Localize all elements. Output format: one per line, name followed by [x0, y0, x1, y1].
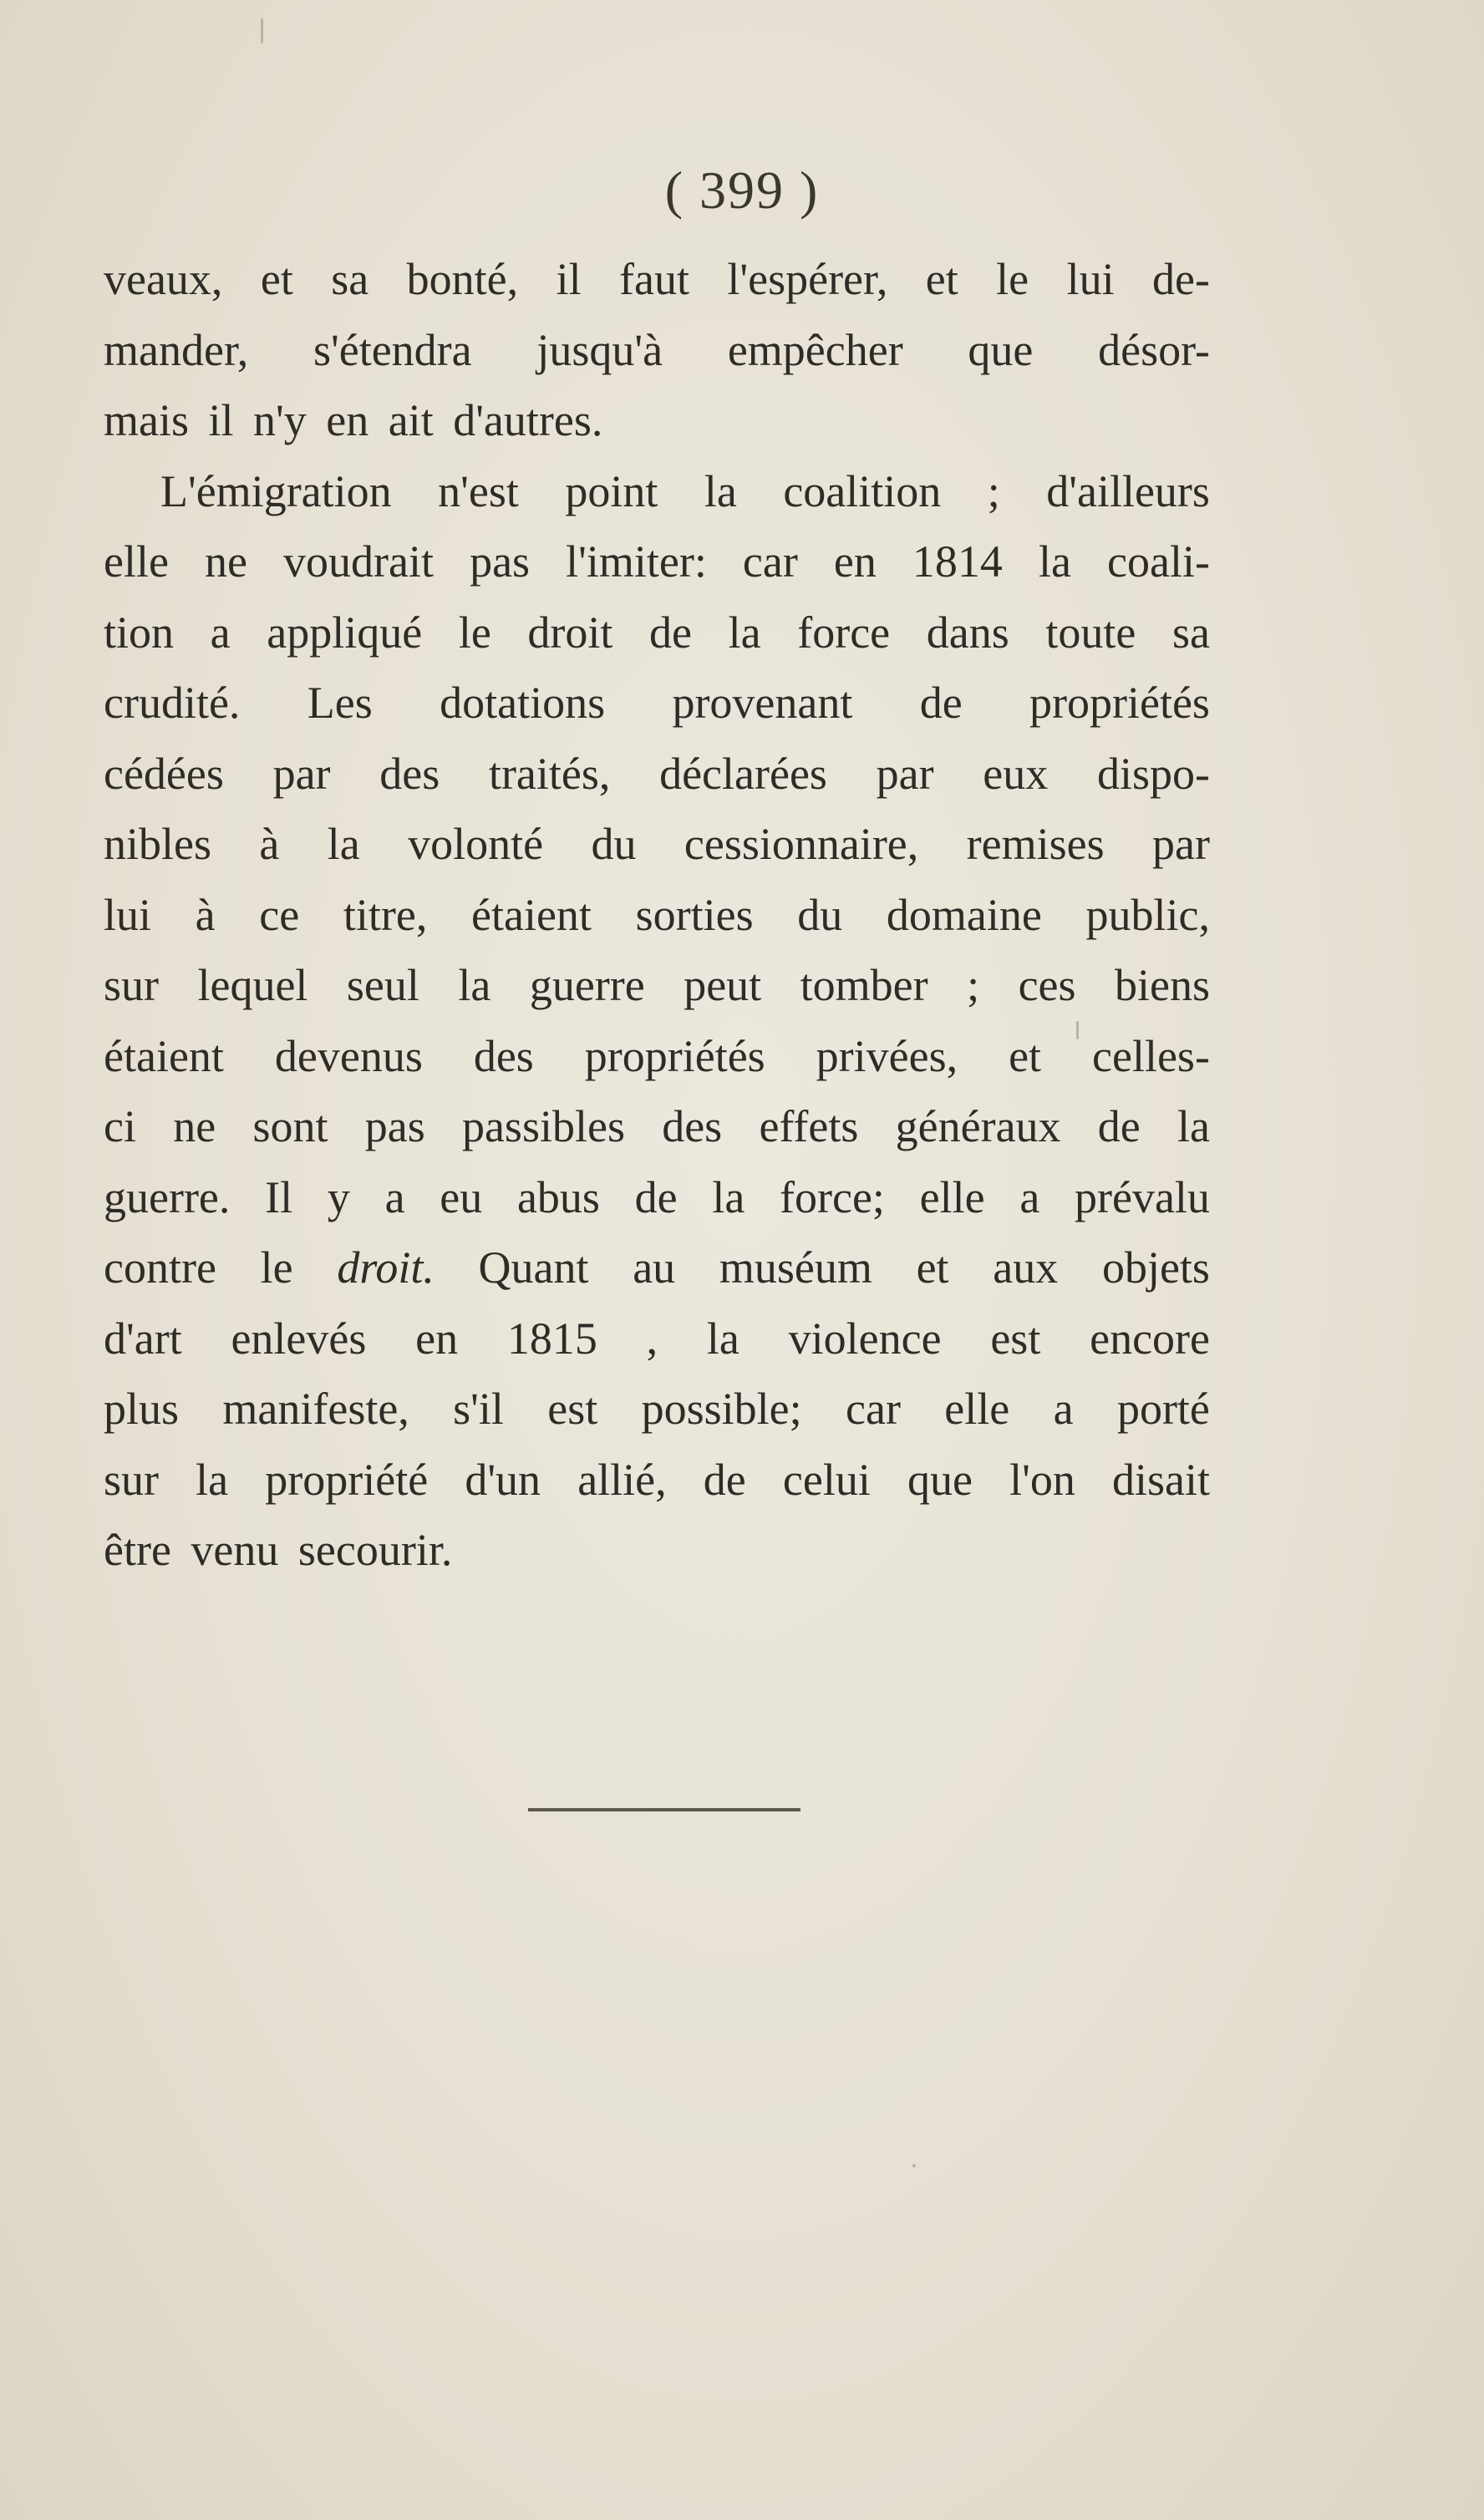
word: d'ailleurs — [1046, 465, 1210, 516]
word: de — [634, 1171, 678, 1222]
word: à — [195, 889, 216, 940]
word: sorties — [635, 889, 754, 940]
word: propriétés — [1029, 678, 1210, 728]
word: cessionnaire, — [684, 819, 919, 869]
word: ne — [173, 1101, 216, 1151]
text-line — [104, 1303, 1210, 1374]
word: s'il — [453, 1384, 504, 1434]
word: guerre. — [104, 1171, 231, 1222]
word: s'étendra — [313, 324, 472, 375]
word: la — [327, 819, 360, 869]
word: coali- — [1107, 536, 1210, 587]
word: car — [846, 1384, 901, 1434]
word: propriétés — [584, 1030, 765, 1081]
word: titre, — [343, 889, 428, 940]
word: celui — [782, 1454, 871, 1505]
text-line — [104, 809, 1210, 880]
word: faut — [619, 254, 689, 304]
word: être — [104, 1525, 171, 1575]
word: 1814 — [912, 536, 1003, 587]
word: traités, — [488, 748, 611, 799]
word: plus — [104, 1384, 180, 1434]
word: bonté, — [406, 254, 519, 304]
word: la — [728, 607, 761, 658]
word: Quant — [478, 1242, 589, 1293]
horizontal-rule — [528, 1808, 800, 1811]
body-text — [104, 244, 1210, 1586]
word: la — [704, 465, 737, 516]
word: secourir. — [297, 1525, 453, 1575]
word: tion — [104, 607, 175, 658]
word: des — [379, 748, 440, 799]
word: propriété — [265, 1454, 429, 1505]
text-line — [104, 950, 1210, 1021]
word: volonté — [408, 819, 544, 869]
word: dotations — [440, 678, 606, 728]
word: empêcher — [727, 324, 903, 375]
text-line — [104, 526, 1210, 597]
word: l'on — [1009, 1454, 1075, 1505]
word: par — [1152, 819, 1210, 869]
word: devenus — [274, 1030, 423, 1081]
paper-speck — [261, 18, 263, 43]
word: et — [260, 254, 293, 304]
word: Il — [265, 1171, 293, 1222]
paper-speck — [912, 2164, 916, 2167]
word: privées, — [816, 1030, 958, 1081]
word: sa — [1172, 607, 1210, 658]
word: nibles — [104, 819, 211, 869]
word: au — [633, 1242, 676, 1293]
word: est — [990, 1313, 1041, 1364]
word: la — [712, 1171, 745, 1222]
word: pas — [364, 1101, 425, 1151]
word: de — [919, 678, 963, 728]
word: désor- — [1098, 324, 1210, 375]
word: manifeste, — [222, 1384, 409, 1434]
word: d'un — [465, 1454, 541, 1505]
word: disait — [1111, 1454, 1210, 1505]
word: généraux — [895, 1101, 1061, 1151]
word: n'est — [438, 465, 519, 516]
word: provenant — [672, 678, 853, 728]
word: passibles — [461, 1101, 625, 1151]
text-line — [104, 1232, 1210, 1303]
word: abus — [516, 1171, 600, 1222]
word: a — [384, 1171, 405, 1222]
word: et — [916, 1242, 949, 1293]
word: cédées — [104, 748, 224, 799]
word: en — [326, 395, 369, 445]
word: violence — [788, 1313, 942, 1364]
word: ce — [259, 889, 300, 940]
word: que — [907, 1454, 973, 1505]
word: contre — [104, 1242, 216, 1293]
word: des — [662, 1101, 723, 1151]
word: à — [259, 819, 280, 869]
word: du — [591, 819, 637, 869]
text-line — [104, 1091, 1210, 1162]
word: n'y — [253, 395, 307, 445]
word: seul — [346, 960, 419, 1010]
word: , — [646, 1313, 658, 1364]
text-line — [104, 739, 1210, 810]
word: elle — [104, 536, 169, 587]
word: mander, — [104, 324, 249, 375]
word: a — [1019, 1171, 1040, 1222]
word: de — [649, 607, 693, 658]
word: de — [703, 1454, 746, 1505]
word: et — [925, 254, 958, 304]
word: dans — [926, 607, 1009, 658]
word: prévalu — [1075, 1171, 1210, 1222]
word: mais — [104, 395, 189, 445]
word: droit — [527, 607, 613, 658]
word: Les — [307, 678, 373, 728]
word: l'imiter: — [566, 536, 707, 587]
word: ne — [205, 536, 247, 587]
word: la — [706, 1313, 739, 1364]
word: domaine — [886, 889, 1042, 940]
word: et — [1009, 1030, 1042, 1081]
word: d'art — [104, 1313, 182, 1364]
word: porté — [1116, 1384, 1210, 1434]
text-line — [104, 244, 1210, 315]
word: jusqu'à — [536, 324, 663, 375]
word: sa — [331, 254, 369, 304]
word: lui — [1066, 254, 1115, 304]
text-line — [104, 1021, 1210, 1092]
word: a — [210, 607, 231, 658]
word: possible; — [641, 1384, 802, 1434]
text-line — [104, 1445, 1210, 1516]
word: il — [556, 254, 582, 304]
word: du — [797, 889, 843, 940]
word: déclarées — [659, 748, 827, 799]
word: point — [565, 465, 658, 516]
word: la — [1177, 1101, 1210, 1151]
word: appliqué — [267, 607, 423, 658]
text-line — [104, 1162, 1210, 1233]
word: de- — [1152, 254, 1210, 304]
word: des — [473, 1030, 534, 1081]
word: sur — [104, 960, 159, 1010]
word: sont — [252, 1101, 328, 1151]
word: y — [327, 1171, 350, 1222]
word: 1815 — [506, 1313, 597, 1364]
word: sur — [104, 1454, 159, 1505]
word: crudité. — [104, 678, 241, 728]
word: étaient — [471, 889, 592, 940]
word: public, — [1085, 889, 1210, 940]
word: encore — [1090, 1313, 1210, 1364]
word: la — [458, 960, 491, 1010]
word: lui — [104, 889, 152, 940]
word: pas — [470, 536, 531, 587]
word: de — [1097, 1101, 1141, 1151]
word: car — [742, 536, 798, 587]
word: dispo- — [1096, 748, 1210, 799]
word: L'émigration — [160, 465, 392, 516]
paper-speck — [1076, 1021, 1079, 1039]
word: étaient — [104, 1030, 224, 1081]
word: muséum — [719, 1242, 872, 1293]
word: la — [196, 1454, 229, 1505]
text-line — [104, 668, 1210, 739]
word: eu — [440, 1171, 483, 1222]
text-line — [104, 1374, 1210, 1445]
text-line — [104, 597, 1210, 668]
word: eux — [983, 748, 1049, 799]
word: le — [458, 607, 491, 658]
word: force; — [780, 1171, 885, 1222]
page-number: ( 399 ) — [664, 160, 820, 220]
word: toute — [1045, 607, 1136, 658]
word: ces — [1018, 960, 1076, 1010]
word: aux — [993, 1242, 1059, 1293]
word: enlevés — [231, 1313, 367, 1364]
word: il — [208, 395, 234, 445]
word: ; — [987, 465, 1000, 516]
word: en — [833, 536, 877, 587]
word: biens — [1114, 960, 1210, 1010]
word: peut — [684, 960, 762, 1010]
word: elle — [944, 1384, 1010, 1434]
text-line — [104, 315, 1210, 386]
word: en — [415, 1313, 459, 1364]
word: le — [996, 254, 1029, 304]
word: la — [1038, 536, 1071, 587]
word: a — [1053, 1384, 1074, 1434]
word: que — [968, 324, 1034, 375]
word: d'autres. — [453, 395, 603, 445]
word: le — [260, 1242, 293, 1293]
text-line — [104, 880, 1210, 951]
word: ait — [388, 395, 434, 445]
word: tomber — [800, 960, 928, 1010]
word: allié, — [577, 1454, 667, 1505]
text-line — [104, 1515, 1210, 1586]
word: lequel — [197, 960, 308, 1010]
word: ci — [104, 1101, 136, 1151]
text-line — [104, 385, 1210, 456]
word: guerre — [529, 960, 645, 1010]
word: effets — [759, 1101, 859, 1151]
word: coalition — [783, 465, 942, 516]
word: objets — [1101, 1242, 1210, 1293]
paragraph-first-line — [104, 456, 1210, 527]
word: veaux, — [104, 254, 223, 304]
word: celles- — [1092, 1030, 1210, 1081]
word: est — [547, 1384, 598, 1434]
word: elle — [919, 1171, 985, 1222]
word: force — [797, 607, 891, 658]
word: par — [876, 748, 934, 799]
word: ; — [967, 960, 980, 1010]
word: l'espérer, — [727, 254, 888, 304]
italic-word: droit. — [337, 1242, 435, 1293]
word: venu — [191, 1525, 279, 1575]
word: voudrait — [283, 536, 435, 587]
word: remises — [966, 819, 1105, 869]
word: par — [272, 748, 331, 799]
